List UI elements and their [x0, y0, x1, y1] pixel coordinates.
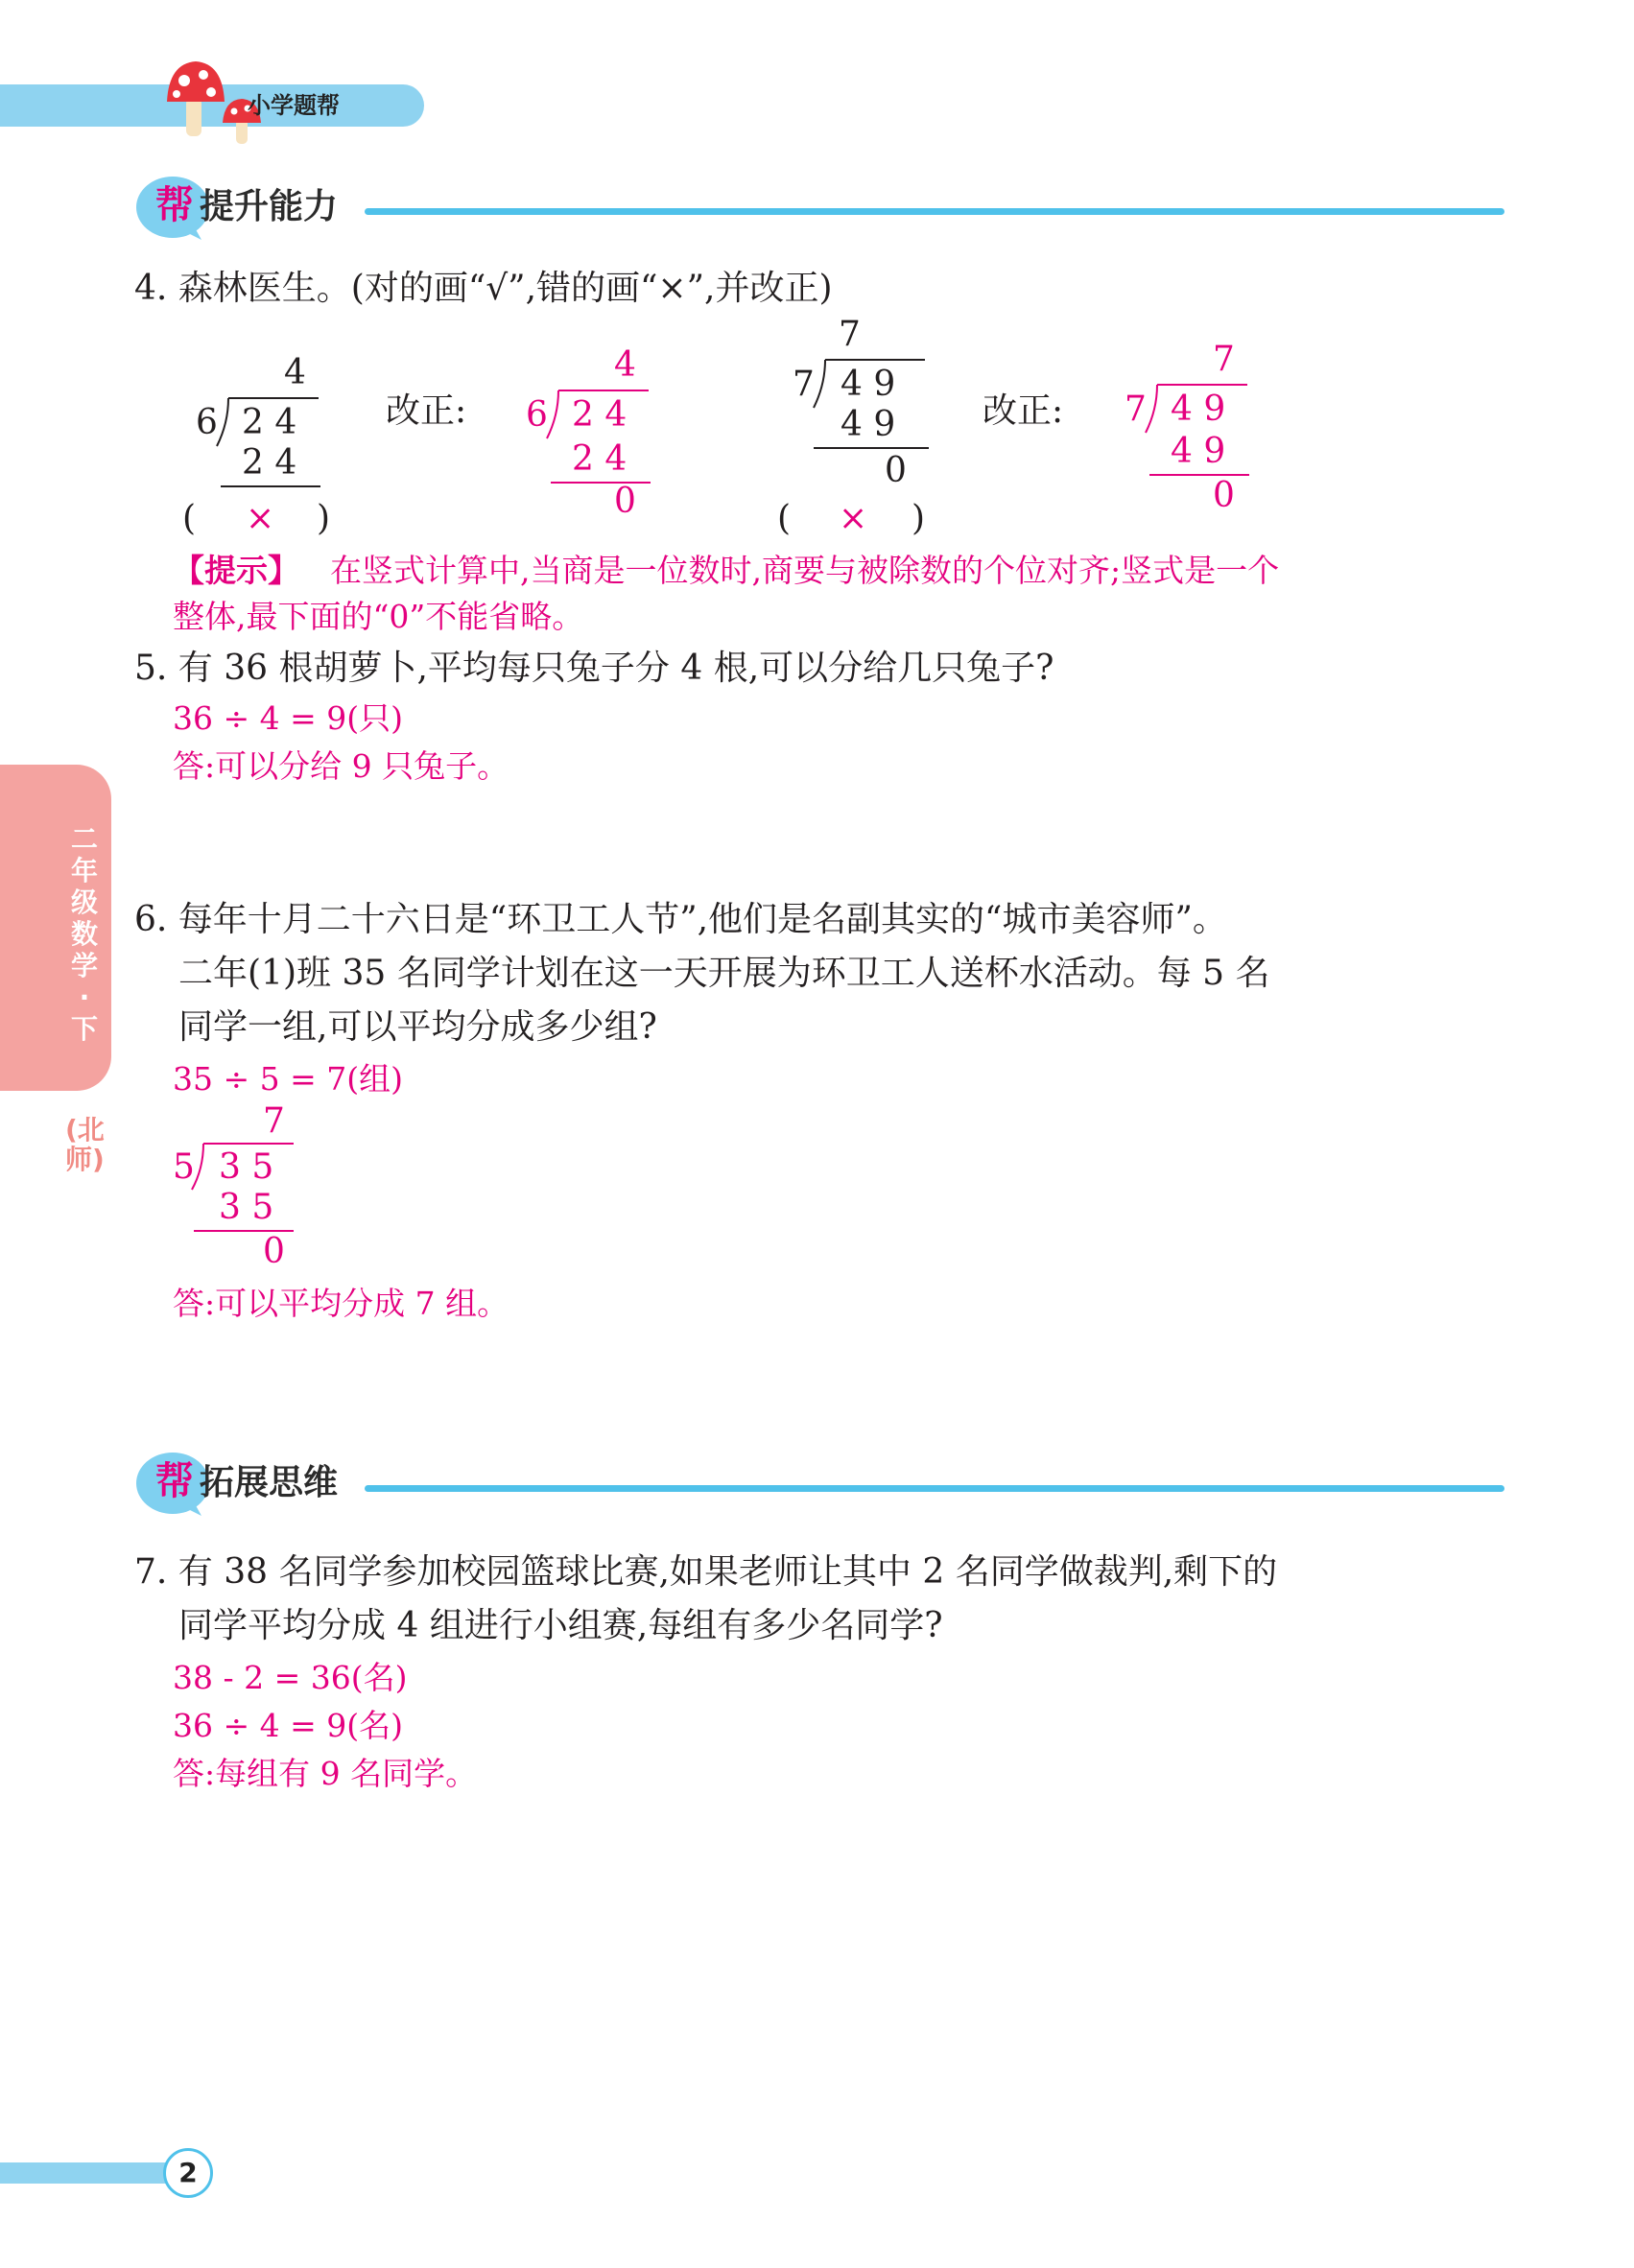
divisor: 7 [1125, 390, 1147, 429]
paren-close: ) [912, 499, 926, 538]
divisor: 6 [526, 395, 548, 435]
paren-open: ( [182, 499, 197, 538]
dividend: 4 9 [1171, 390, 1226, 429]
question-5-text: 5. 有 36 根胡萝卜,平均每只兔子分 4 根,可以分给几只兔子? [134, 649, 1054, 688]
long-division-fix2 [1125, 340, 1268, 522]
q7-answer: 答:每组有 9 名同学。 [173, 1755, 478, 1792]
quotient: 7 [1213, 340, 1235, 379]
dividend: 2 4 [572, 395, 628, 435]
remainder: 0 [614, 482, 636, 521]
q6-calc: 35 ÷ 5 = 7(组) [173, 1060, 403, 1098]
remainder: 0 [885, 451, 907, 490]
q6-answer: 答:可以平均分成 7 组。 [173, 1285, 509, 1322]
dividend: 4 9 [841, 365, 896, 404]
hint-label: 【提示】 [173, 552, 299, 589]
dividend: 2 4 [242, 403, 297, 442]
q7-calc-2: 36 ÷ 4 = 9(名) [173, 1707, 403, 1744]
q5-calc: 36 ÷ 4 = 9(只) [173, 699, 403, 737]
product: 2 4 [572, 439, 628, 479]
paren-open: ( [777, 499, 792, 538]
product: 2 4 [242, 443, 297, 483]
q7-calc-1: 38 - 2 = 36(名) [173, 1659, 408, 1696]
side-tab-grade: 二年级数学·下 [70, 823, 98, 1045]
quotient: 7 [263, 1101, 285, 1141]
q5-answer: 答:可以分给 9 只兔子。 [173, 747, 509, 785]
quotient: 4 [284, 353, 306, 392]
long-division-q6 [173, 1101, 307, 1284]
long-division-fix1 [526, 345, 660, 528]
remainder: 0 [1213, 476, 1235, 515]
correct-label: 改正: [983, 391, 1064, 431]
correct-label: 改正: [386, 391, 467, 431]
remainder: 0 [263, 1232, 285, 1271]
division-line [814, 447, 929, 449]
question-7-line-2: 同学平均分成 4 组进行小组赛,每组有多少名同学? [178, 1606, 943, 1645]
section-rule [365, 1485, 1504, 1492]
divisor: 7 [793, 365, 815, 404]
paren-close: ) [317, 499, 331, 538]
product: 3 5 [219, 1188, 274, 1227]
judgement-mark: × [839, 499, 868, 538]
long-division-case2 [793, 315, 936, 497]
quotient: 7 [839, 315, 861, 354]
side-tab-edition: (北师) [65, 1114, 105, 1175]
section-rule [365, 208, 1504, 215]
section-title-improve: 提升能力 [200, 187, 339, 226]
hint-line-1: 在竖式计算中,当商是一位数时,商要与被除数的个位对齐;竖式是一个 [330, 552, 1280, 589]
section-title-expand: 拓展思维 [200, 1463, 339, 1502]
quotient: 4 [614, 345, 636, 385]
header-title: 小学题帮 [248, 92, 340, 119]
question-6-line-3: 同学一组,可以平均分成多少组? [178, 1007, 657, 1047]
product: 4 9 [1171, 432, 1226, 471]
divisor: 5 [173, 1147, 195, 1187]
judgement-mark: × [246, 499, 275, 538]
question-4-text: 4. 森林医生。(对的画“√”,错的画“×”,并改正) [134, 269, 833, 308]
question-6-line-2: 二年(1)班 35 名同学计划在这一天开展为环卫工人送杯水活动。每 5 名 [178, 954, 1270, 993]
hint-line-2: 整体,最下面的“0”不能省略。 [173, 598, 584, 635]
section-badge-text: 帮 [155, 1459, 194, 1503]
long-division-case1 [192, 353, 326, 487]
division-line [221, 485, 320, 487]
dividend: 3 5 [219, 1147, 274, 1187]
product: 4 9 [841, 405, 896, 444]
divisor: 6 [196, 403, 218, 442]
question-7-line-1: 7. 有 38 名同学参加校园篮球比赛,如果老师让其中 2 名同学做裁判,剩下的 [134, 1552, 1278, 1592]
page-number: 2 [163, 2148, 213, 2198]
section-badge-text: 帮 [155, 183, 194, 227]
footer-band [0, 2162, 187, 2184]
question-6-line-1: 6. 每年十月二十六日是“环卫工人节”,他们是名副其实的“城市美容师”。 [134, 900, 1227, 939]
